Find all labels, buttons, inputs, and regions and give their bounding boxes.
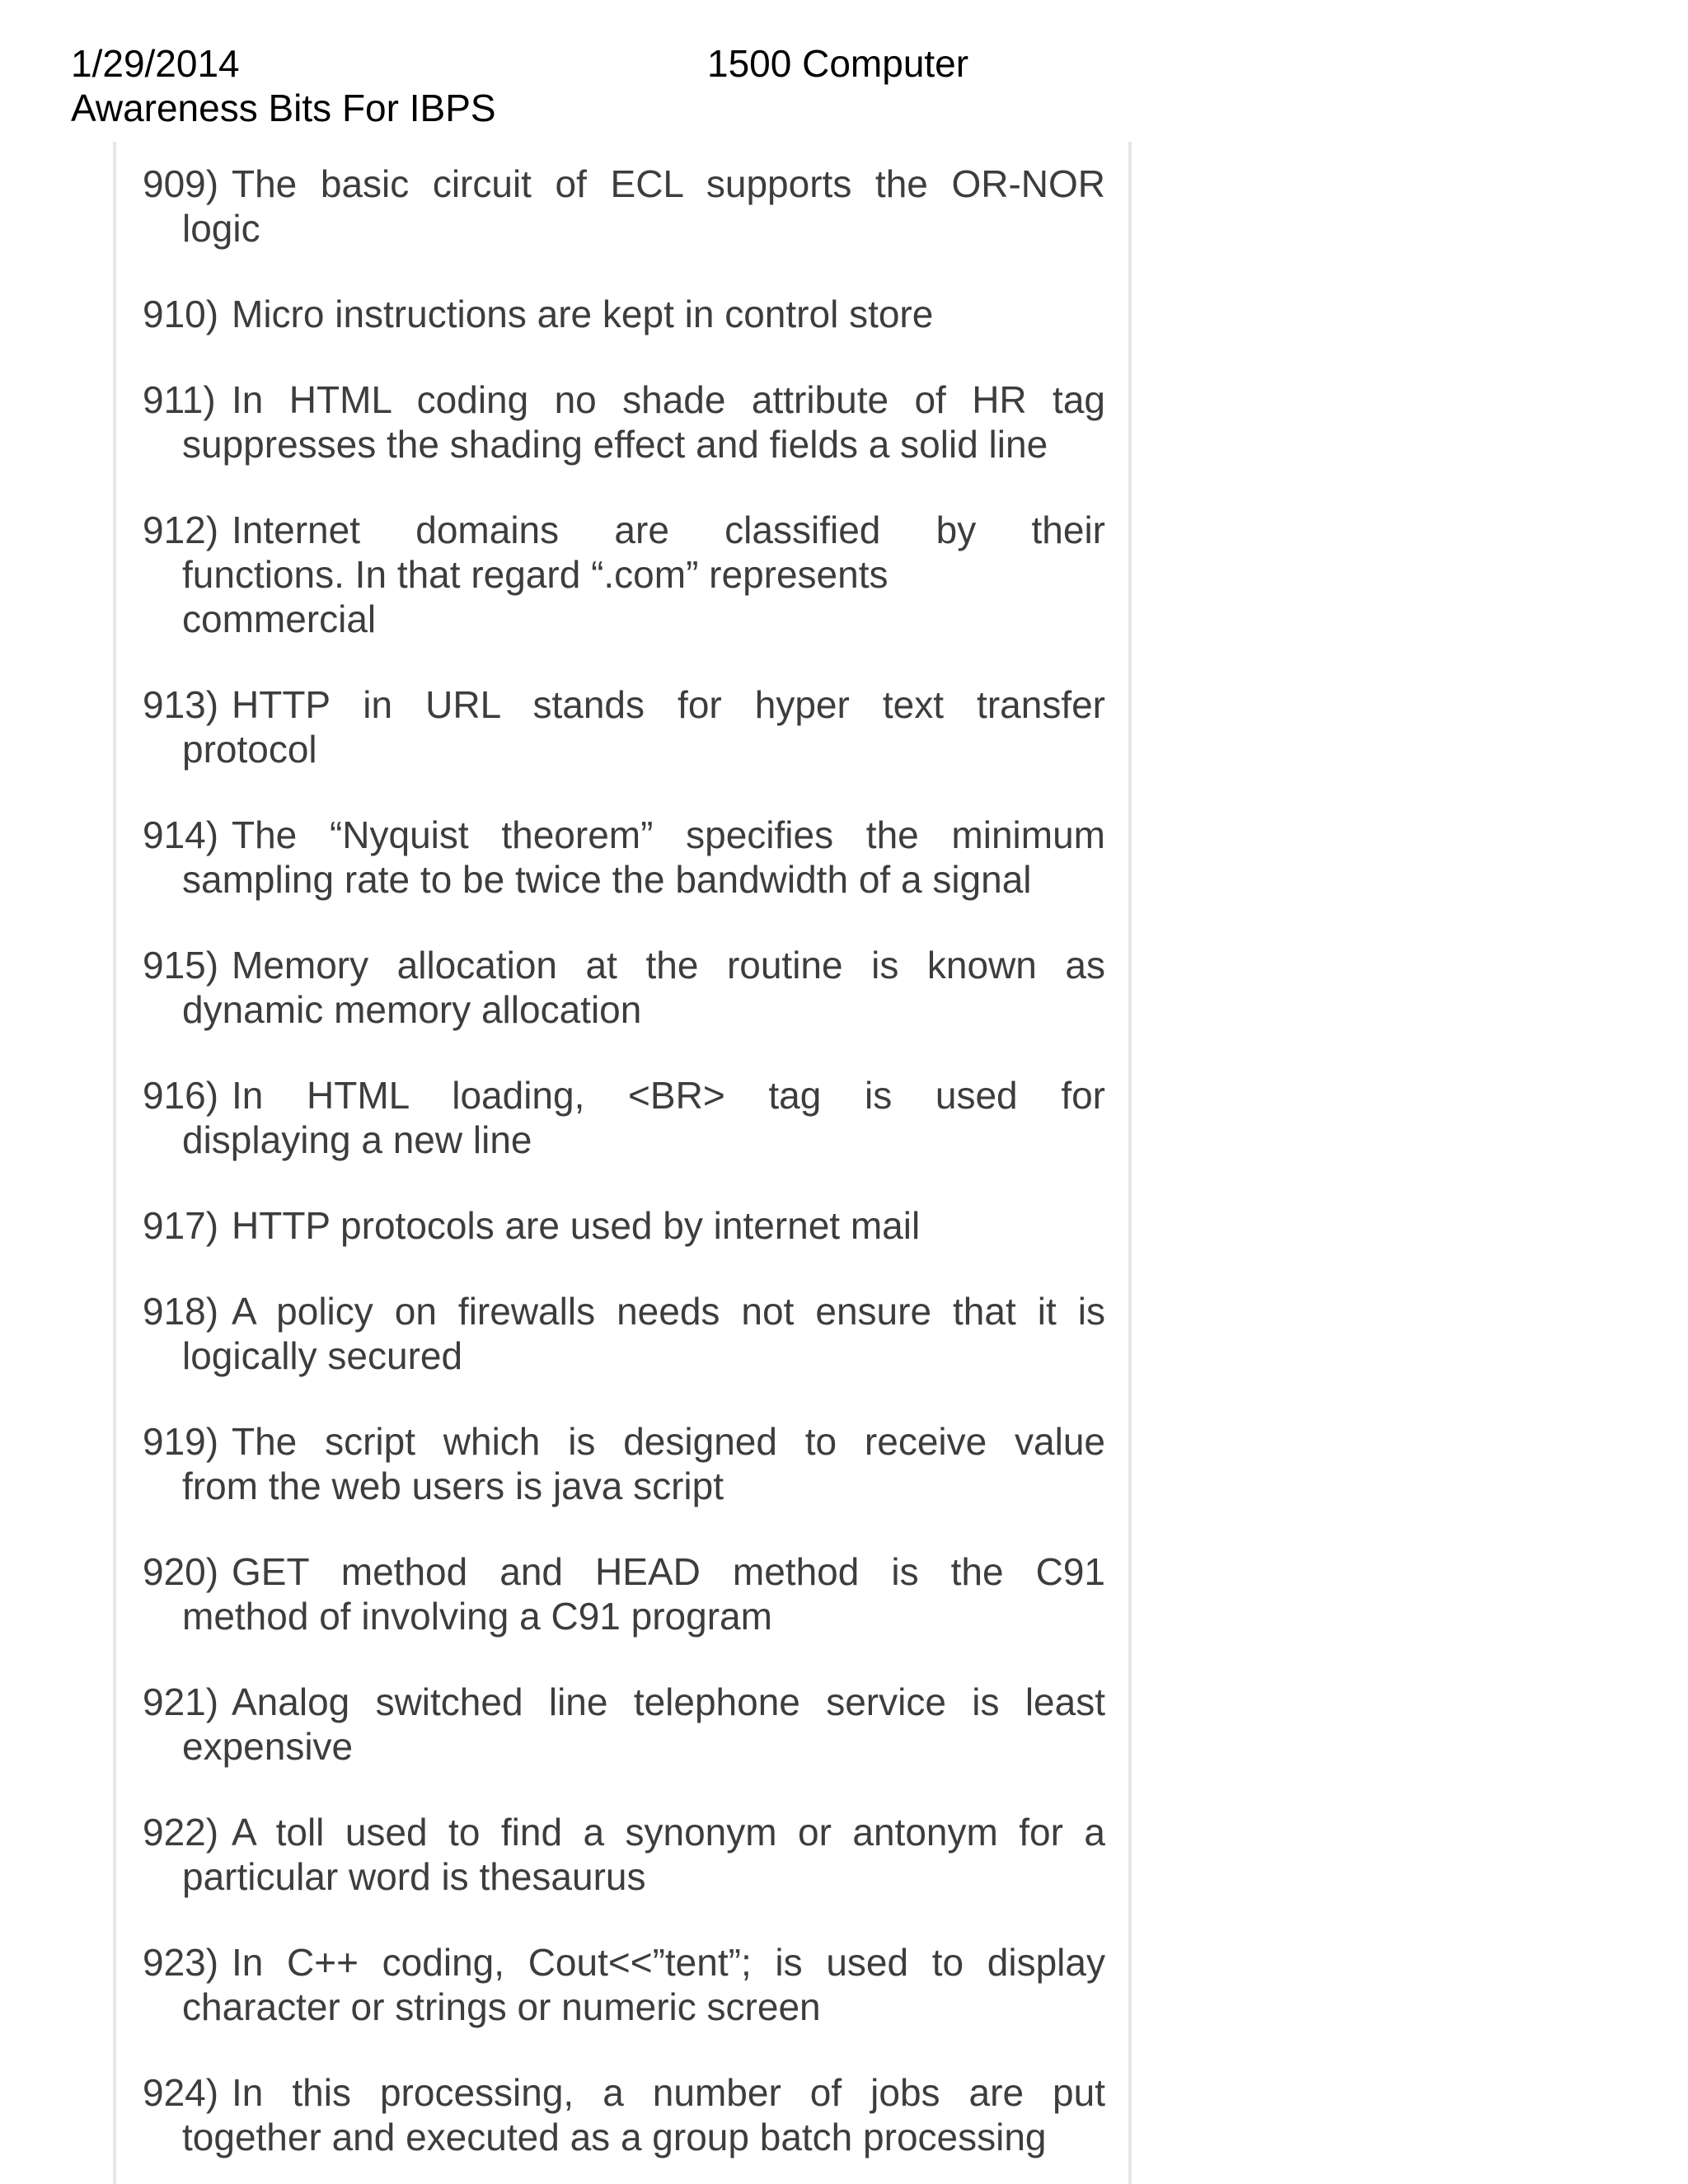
item-first-line	[143, 292, 1105, 336]
item-first-line	[143, 377, 1105, 422]
item-first-line	[143, 1680, 1105, 1724]
list-item	[143, 292, 1105, 336]
list-item	[143, 1810, 1105, 1899]
item-text: dynamic memory allocation	[182, 988, 642, 1031]
item-text: sampling rate to be twice the bandwidth of a signal	[182, 858, 1032, 901]
header-title-line-1: 1500 Computer	[707, 42, 969, 85]
item-continuation-line	[143, 727, 1105, 771]
list-item	[143, 1680, 1105, 1769]
item-text: together and executed as a group batch processing	[182, 2116, 1047, 2158]
item-text: In HTML coding no shade attribute of HR tag	[232, 378, 1105, 421]
list-item	[143, 1419, 1105, 1508]
item-continuation-line	[143, 552, 1105, 597]
item-text: functions. In that regard “.com” represents	[182, 553, 889, 596]
list-item	[143, 162, 1105, 251]
item-text: particular word is thesaurus	[182, 1855, 646, 1898]
item-number: 916)	[143, 1074, 219, 1117]
item-number: 915)	[143, 944, 219, 987]
item-text: Micro instructions are kept in control store	[232, 293, 934, 335]
item-continuation-line	[143, 2115, 1105, 2159]
item-text: protocol	[182, 728, 317, 771]
item-text: expensive	[182, 1725, 354, 1768]
item-text: displaying a new line	[182, 1118, 532, 1161]
item-number: 914)	[143, 813, 219, 856]
item-first-line	[143, 508, 1105, 552]
item-number: 918)	[143, 1290, 219, 1333]
item-first-line	[143, 1940, 1105, 1985]
list-item	[143, 1073, 1105, 1162]
item-text: A policy on firewalls needs not ensure that it is	[232, 1290, 1105, 1333]
item-number: 910)	[143, 293, 219, 335]
item-number: 921)	[143, 1680, 219, 1723]
item-number: 924)	[143, 2071, 219, 2114]
item-number: 920)	[143, 1550, 219, 1593]
item-text: HTTP protocols are used by internet mail	[232, 1204, 921, 1247]
list-item	[143, 1203, 1105, 1248]
item-continuation-line	[143, 1333, 1105, 1378]
item-first-line	[143, 2070, 1105, 2115]
item-first-line	[143, 813, 1105, 857]
item-number: 919)	[143, 1420, 219, 1463]
item-text: The basic circuit of ECL supports the OR-NOR	[232, 162, 1105, 205]
list-item	[143, 508, 1105, 641]
item-first-line	[143, 682, 1105, 727]
item-text: Memory allocation at the routine is known as	[232, 944, 1105, 987]
item-text: logically secured	[182, 1334, 463, 1377]
item-number: 923)	[143, 1941, 219, 1984]
item-text: suppresses the shading effect and fields a solid line	[182, 423, 1048, 466]
list-item	[143, 682, 1105, 771]
item-first-line	[143, 1810, 1105, 1854]
item-first-line	[143, 1419, 1105, 1464]
header-date: 1/29/2014	[71, 42, 240, 85]
item-first-line	[143, 1073, 1105, 1118]
list-item	[143, 2070, 1105, 2159]
item-continuation-line	[143, 1985, 1105, 2029]
list-item	[143, 813, 1105, 902]
item-text: The “Nyquist theorem” specifies the minimum	[232, 813, 1105, 856]
item-continuation-line	[143, 1724, 1105, 1769]
item-continuation-line	[143, 422, 1105, 466]
item-text: commercial	[182, 598, 377, 640]
item-first-line	[143, 162, 1105, 206]
item-number: 922)	[143, 1811, 219, 1854]
item-text: Analog switched line telephone service is least	[232, 1680, 1105, 1723]
item-text: GET method and HEAD method is the C91	[232, 1550, 1105, 1593]
item-number: 912)	[143, 509, 219, 551]
item-text: HTTP in URL stands for hyper text transfer	[232, 683, 1105, 726]
list-item	[143, 377, 1105, 466]
item-continuation-line	[143, 1118, 1105, 1162]
item-number: 909)	[143, 162, 219, 205]
item-text: In HTML loading, <BR> tag is used for	[232, 1074, 1105, 1117]
item-number: 913)	[143, 683, 219, 726]
item-text: A toll used to find a synonym or antonym for a	[232, 1811, 1105, 1854]
item-continuation-line	[143, 987, 1105, 1032]
item-text: logic	[182, 207, 260, 250]
item-continuation-line	[143, 206, 1105, 251]
item-first-line	[143, 943, 1105, 987]
list-item	[143, 1940, 1105, 2029]
item-text: character or strings or numeric screen	[182, 1985, 821, 2028]
item-text: In this processing, a number of jobs are put	[232, 2071, 1105, 2114]
item-text: The script which is designed to receive value	[232, 1420, 1105, 1463]
item-continuation-line	[143, 1854, 1105, 1899]
header-title-line-2: Awareness Bits For IBPS	[71, 87, 496, 129]
list-item	[143, 1549, 1105, 1638]
item-text: method of involving a C91 program	[182, 1595, 772, 1638]
item-first-line	[143, 1203, 1105, 1248]
item-text: from the web users is java script	[182, 1465, 724, 1507]
item-first-line	[143, 1549, 1105, 1594]
item-text: Internet domains are classified by their	[232, 509, 1105, 551]
list-item	[143, 943, 1105, 1032]
item-number: 911)	[143, 378, 216, 421]
item-continuation-line	[143, 1464, 1105, 1508]
item-number: 917)	[143, 1204, 219, 1247]
item-text: In C++ coding, Cout<<”tent”; is used to display	[232, 1941, 1105, 1984]
item-continuation-line	[143, 1594, 1105, 1638]
item-continuation-line	[143, 857, 1105, 902]
item-first-line	[143, 1289, 1105, 1333]
list-item	[143, 1289, 1105, 1378]
item-continuation-line	[143, 597, 1105, 641]
